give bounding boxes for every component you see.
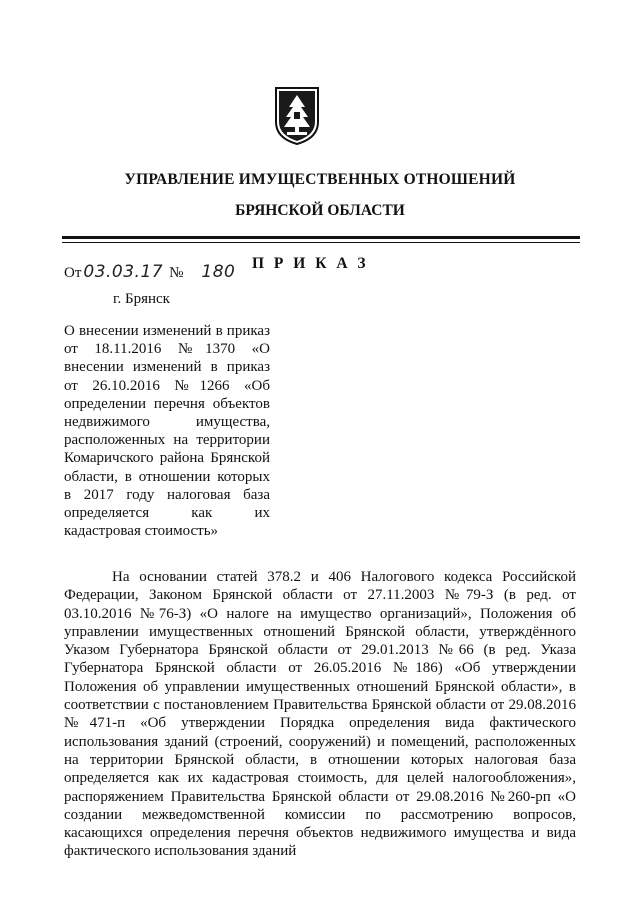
organization-name-line1: УПРАВЛЕНИЕ ИМУЩЕСТВЕННЫХ ОТНОШЕНИЙ	[124, 171, 516, 188]
coat-of-arms-icon	[272, 86, 322, 146]
city: г. Брянск	[113, 291, 170, 307]
order-subject: О внесении изменений в приказ от 18.11.2016 №1370 «О внесении изменений в приказ от 26.10.2016 №1266 «Об определении перечня объектов недвижимого имущества, расположенных на территории Комаричского района Брянской области, в отношении которых в 2017 году налоговая база определяется как их кадастровая стоимость»	[64, 323, 270, 540]
header-divider-thin	[62, 242, 580, 243]
number-label: №	[169, 265, 184, 281]
order-date-number-row	[64, 262, 235, 282]
header-divider-thick	[62, 236, 580, 239]
organization-name-line2: БРЯНСКОЙ ОБЛАСТИ	[235, 202, 405, 219]
date-label: От	[64, 265, 82, 281]
date-value: 03.03.17	[83, 262, 164, 282]
order-body-paragraph: На основании статей 378.2 и 406 Налогового кодекса Российской Федерации, Законом Брянской области от 27.11.2003 №79-З (в ред. от 03.10.2016 №76-З) «О налоге на имущество организаций», Положения об управлении имущественных отношений Брянской области, утверждённого Указом Губернатора Брянской области от 29.01.2013 №66 (в ред. Указа Губернатора Брянской области от 26.05.2016 №186) «Об утверждении Положения об управлении имущественных отношений Брянской области», в соответствии с постановлением Правительства Брянской области от 29.08.2016 №471-п «Об утверждении Порядка определения вида фактического использования зданий (строений, сооружений) и помещений, расположенных на территории Брянской области, в отношении которых налоговая база определяется как их кадастровая стоимость, для целей налогообложения», распоряжением Правительства Брянской области от 29.08.2016 №260-рп «О создании межведомственной комиссии по рассмотрению вопросов, касающихся определения перечня объектов недвижимого имущества и вида фактического использования зданий	[64, 569, 576, 860]
document-type-title: П Р И К А З	[252, 255, 369, 272]
number-value: 180	[201, 262, 236, 282]
